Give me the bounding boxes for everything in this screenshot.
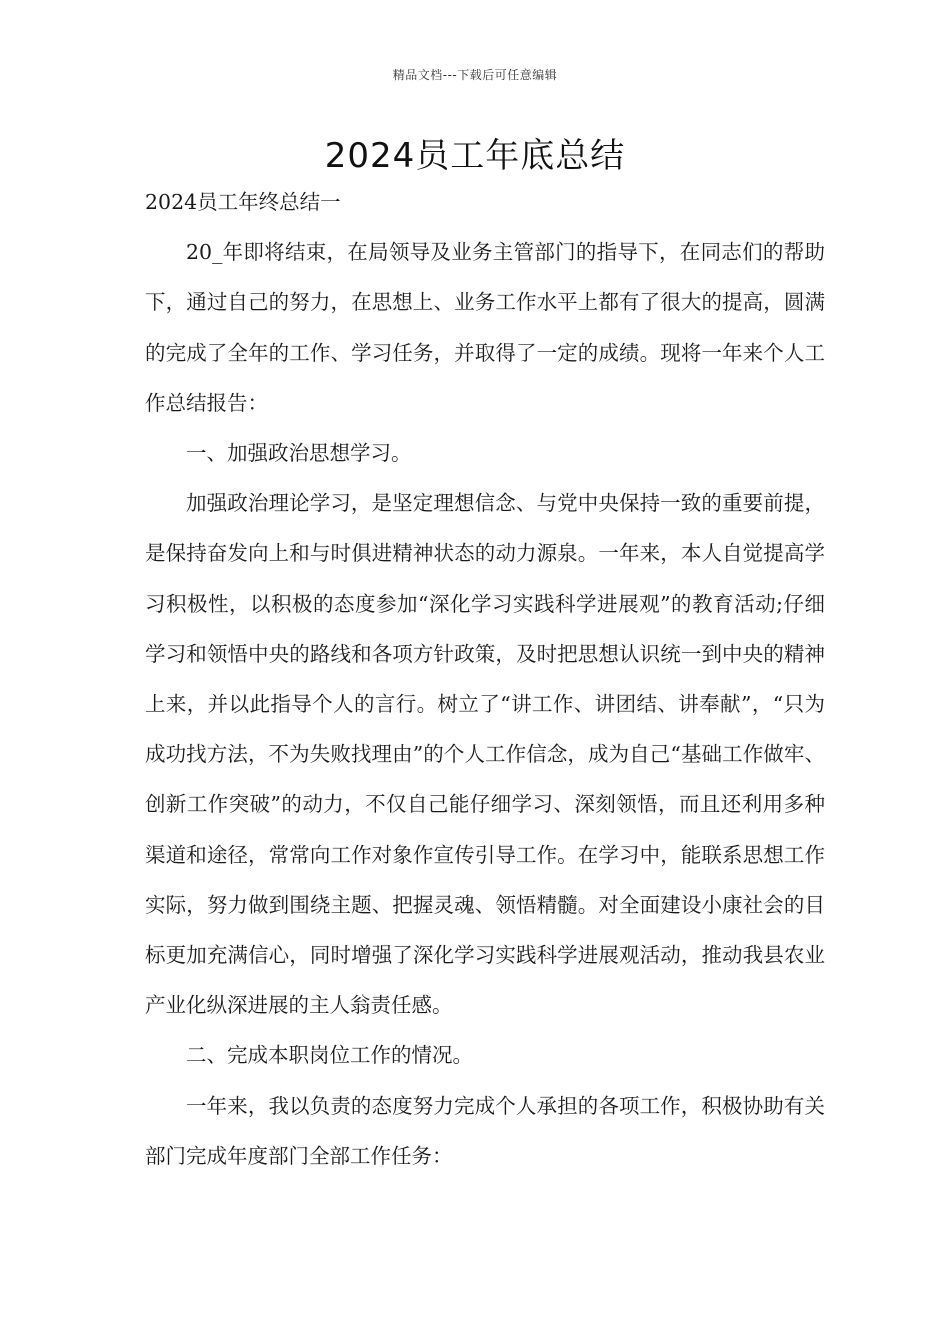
document-body: [145, 177, 825, 1181]
document-title: 2024员工年底总结: [324, 136, 626, 176]
intro-paragraph: 20_年即将结束，在局领导及业务主管部门的指导下，在同志们的帮助下，通过自己的努力，在思想上、业务工作水平上都有了很大的提高，圆满的完成了全年的工作、学习任务，并取得了一定的成绩。现将一年来个人工作总结报告：: [145, 240, 825, 415]
section-one-paragraph: 加强政治理论学习，是坚定理想信念、与党中央保持一致的重要前提，是保持奋发向上和与时俱进精神状态的动力源泉。一年来，本人自觉提高学习积极性，以积极的态度参加“深化学习实践科学进展观”的教育活动;仔细学习和领悟中央的路线和各项方针政策，及时把思想认识统一到中央的精神上来，并以此指导个人的言行。树立了“讲工作、讲团结、讲奉献”，“只为成功找方法，不为失败找理由”的个人工作信念，成为自己“基础工作做牢、创新工作突破”的动力，不仅自己能仔细学习、深刻领悟，而且还利用多种渠道和途径，常常向工作对象作宣传引导工作。在学习中，能联系思想工作实际，努力做到围绕主题、把握灵魂、领悟精髓。对全面建设小康社会的目标更加充满信心，同时增强了深化学习实践科学进展观活动，推动我县农业产业化纵深进展的主人翁责任感。: [145, 491, 825, 1018]
header-note: 精品文档---下载后可任意编辑: [392, 68, 558, 82]
section-two-paragraph: 一年来，我以负责的态度努力完成个人承担的各项工作，积极协助有关部门完成年度部门全部工作任务：: [145, 1093, 825, 1168]
section-two-heading: 二、完成本职岗位工作的情况。: [186, 1043, 473, 1068]
section-one-heading: 一、加强政治思想学习。: [186, 441, 412, 466]
section-heading-paragraph: 2024员工年终总结一: [145, 190, 341, 214]
